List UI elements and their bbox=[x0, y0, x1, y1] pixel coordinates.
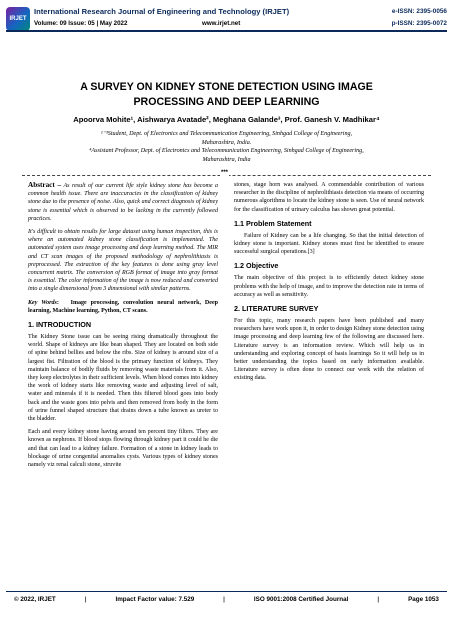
footer-separator: | bbox=[84, 596, 87, 603]
affiliation-line-1: ¹⁻³Student, Dept. of Electronics and Telecommunication Engineering, Sinhgad College of Engineering, bbox=[100, 131, 353, 137]
keywords-label: Key Words bbox=[28, 299, 57, 306]
right-column bbox=[234, 181, 424, 388]
abstract-paragraph-2: It's difficult to obtain results for large dataset using human inspection, this is where an automated kidney stone classification is implemented. The automated system uses image processing and deep learning method. The MIR and CT scan images of the proposed methodology of nephrolithiasis is preprocessed. The extraction of the key features is done using gray level concurrent matrix. The conversion of RGB format of image into gray format is essential. The color information of the image is now reduced and converted into a single dimensional from 3 dimensional with similar patterns. bbox=[28, 229, 218, 293]
keywords-paragraph: Key Words: Image processing, convolution neural network, Deep learning, Machine learning, Python, CT scans. bbox=[28, 299, 218, 314]
affiliation-line-4: Maharashtra, India bbox=[202, 156, 251, 163]
affiliation-line-3: ⁴Assistant Professor, Dept. of Electronics and Telecommunication Engineering, Sinhgad College of Engineering, bbox=[89, 148, 364, 154]
problem-statement-heading: 1.1 Problem Statement bbox=[234, 218, 312, 228]
footer-separator: | bbox=[377, 596, 380, 603]
journal-name: International Research Journal of Engineering and Technology (IRJET) bbox=[34, 7, 290, 16]
footer-page-number: Page 1053 bbox=[408, 596, 439, 603]
introduction-paragraph-1: The Kidney Stone issue can be seeing rising dramatically throughout the world. Shape of kidneys are like bean shaped. They are located on both side of spine behind bellies and below the ribs. Size of kidney is around size of a largest fist. Filtration of the blood is the primary function of kidneys. They maintain balance of bodily fluids by removing waste materials from it. Also, they keep electrolytes in their sufficient levels. When blood comes into kidney the work of kidney starts like removing waste and adjusting level of salt, water and minerals if it is needed. Then this filtered blood goes into body back and the waste goes into pelvis and then removed from body in the form of urine funnel shaped structure that drains down a tube known as ureter to the bladder. bbox=[28, 334, 218, 423]
problem-statement-paragraph: Failure of Kidney can be a life changing. So that the initial detection of kidney stone is important. Kidney stones must first be identified to ensure successful surgical operations.[3] bbox=[234, 232, 424, 256]
abstract-text-1: As result of our current life style kidney stone has become a common health issue. There are inaccuracies in the classification of kidney stone due to the presence of noise. Also, quick and correct diagnosis of kidney stone is essential which is observed to be lacking in the currently followed practices. bbox=[28, 183, 218, 222]
page-footer bbox=[14, 596, 439, 603]
keywords-text: Image processing, convolution neural network, Deep learning, Machine learning, Python, CT scans. bbox=[28, 299, 218, 314]
volume-issue: Volume: 09 Issue: 05 | May 2022 bbox=[34, 20, 128, 27]
pissn: p-ISSN: 2395-0072 bbox=[391, 20, 447, 27]
literature-survey-paragraph: For this topic, many research papers have been published and many researchers have work upon it, in order to design Kidney stone detection using image processing and deep learning few of the following are discussed here. Literature survey is an information review. Which will help us in understanding and exploring concept of basis learnings So it will help us in better understanding the topics based on early information available. Literature survey is often done to connect our work with the relation of existing data. bbox=[234, 318, 424, 382]
title-line-2: PROCESSING AND DEEP LEARNING bbox=[133, 96, 320, 108]
title-line-1: A SURVEY ON KIDNEY STONE DETECTION USING IMAGE bbox=[80, 81, 373, 93]
author-list: Apoorva Mohite¹, Aishwarya Avatade², Meghana Galande³, Prof. Ganesh V. Madhikar⁴ bbox=[73, 115, 380, 124]
footer-iso-certification: ISO 9001:2008 Certified Journal bbox=[253, 596, 349, 603]
eissn: e-ISSN: 2395-0056 bbox=[391, 8, 447, 15]
abstract-label: Abstract – bbox=[28, 181, 62, 189]
header-rule bbox=[6, 30, 447, 32]
footer-rule bbox=[6, 591, 447, 592]
objective-paragraph: The main objective of this project is to efficiently detect kidney stone problems with the help of image, and to improve the detection rate in terms of accuracy as well as sensitivity. bbox=[234, 275, 424, 298]
footer-copyright: © 2022, IRJET bbox=[14, 596, 56, 603]
website-link[interactable]: www.irjet.net bbox=[202, 20, 241, 27]
section-divider bbox=[22, 170, 431, 177]
journal-header bbox=[6, 4, 447, 44]
divider-marker: *** bbox=[221, 170, 229, 176]
abstract-paragraph-1 bbox=[28, 181, 218, 223]
footer-impact-factor: Impact Factor value: 7.529 bbox=[115, 596, 195, 603]
introduction-paragraph-2: Each and every kidney stone having around ten percent tiny filters. They are known as nephrons. If blood stops flowing through kidney part it could he die and that can lead to a kidney failure. Formation of a stone in kidney leads to blockage of urine congenital anomalies cysts. Various types of kidney stones namely viz renal calculi stone, struvite bbox=[28, 429, 218, 469]
objective-heading: 1.2 Objective bbox=[234, 261, 279, 271]
left-column bbox=[28, 181, 218, 474]
literature-survey-heading: 2. LITERATURE SURVEY bbox=[234, 304, 319, 314]
affiliation-line-2: Maharashtra, India. bbox=[201, 139, 252, 146]
journal-logo: IRJET bbox=[6, 7, 30, 31]
paper-title bbox=[20, 80, 433, 110]
right-continuation-paragraph: stones, stage horn was analysed. A commendable contribution of various researcher in the discipline of nephrolithiasis detection via means of occurring numerous algorithms to locate the kidney stone is seen. Use of neural network for the classification of urinary calculus has shown great potential. bbox=[234, 182, 424, 213]
introduction-heading: 1. INTRODUCTION bbox=[28, 320, 92, 330]
footer-separator: | bbox=[223, 596, 225, 603]
